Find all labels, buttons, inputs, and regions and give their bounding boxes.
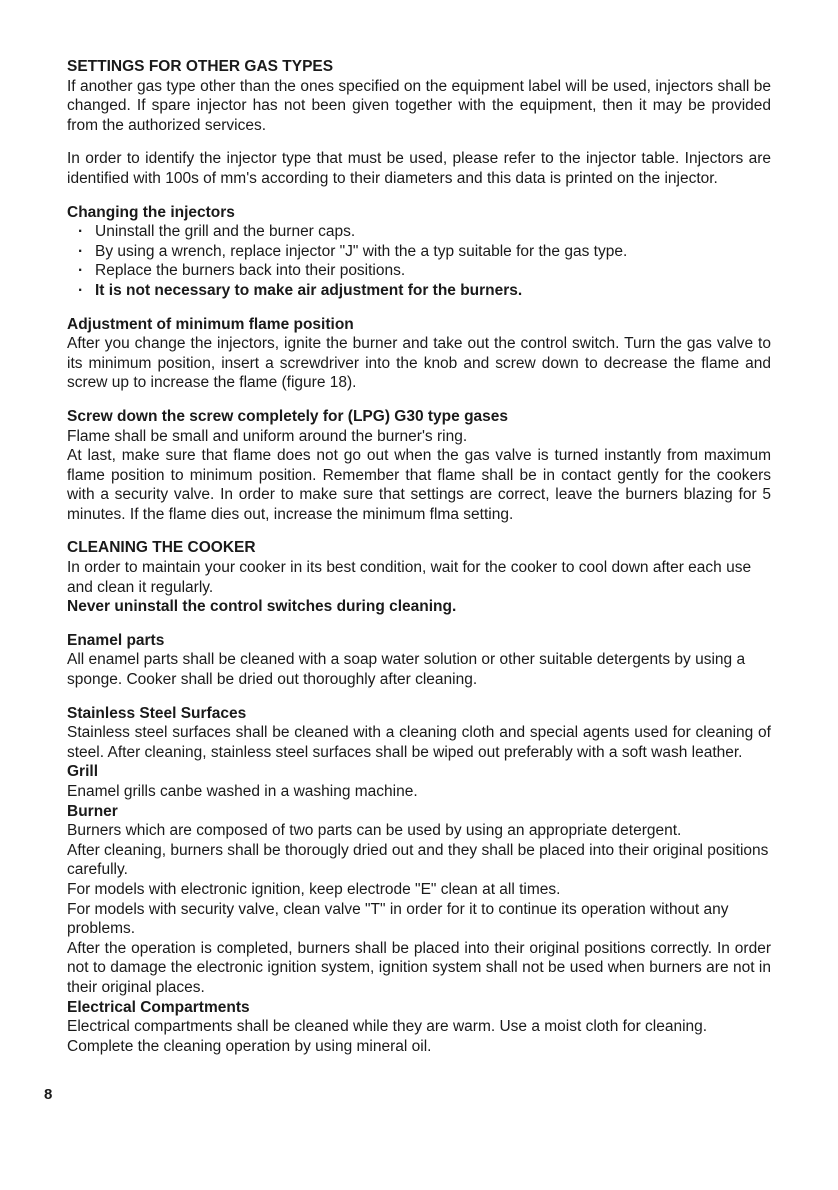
section-changing-injectors: [67, 203, 771, 301]
section-screw-down: [67, 407, 771, 525]
heading-min-flame: Adjustment of minimum flame position: [67, 315, 354, 333]
document-content: [67, 57, 771, 1056]
paragraph: Electrical compartments shall be cleaned while they are warm. Use a moist cloth for cleaning. Complete the cleaning operation by using mineral oil.: [67, 1018, 708, 1055]
page-number: 8: [44, 1086, 53, 1103]
list-item: · Uninstall the grill and the burner caps.: [67, 222, 771, 242]
paragraph: For models with security valve, clean valve "T" in order for it to continue its operation without any problems.: [67, 900, 729, 938]
heading-burner: Burner: [67, 802, 118, 820]
paragraph: In order to maintain your cooker in its best condition, wait for the cooker to cool down after each use and clean it regularly.: [67, 559, 752, 596]
paragraph: All enamel parts shall be cleaned with a soap water solution or other suitable detergents by using a sponge. Cooker shall be dried out thoroughly after cleaning.: [67, 651, 746, 689]
section-grill: [67, 762, 771, 801]
paragraph: For models with electronic ignition, keep electrode "E" clean at all times.: [67, 880, 561, 898]
paragraph: Enamel grills canbe washed in a washing machine.: [67, 783, 418, 800]
bullet-list: [67, 222, 771, 300]
section-burner: [67, 802, 771, 998]
paragraph: Never uninstall the control switches during cleaning.: [67, 598, 457, 616]
section-stainless: [67, 704, 771, 763]
heading-stainless: Stainless Steel Surfaces: [67, 704, 247, 722]
paragraph: After you change the injectors, ignite the burner and take out the control switch. Turn the gas valve to its minimum position, insert a screwdriver into the knob and screw down to decrease the flame and screw up to increase the flame (figure 18).: [67, 335, 771, 392]
paragraph: After cleaning, burners shall be thorougly dried out and they shall be placed into their original positions carefully.: [67, 841, 769, 879]
list-item: · It is not necessary to make air adjustment for the burners.: [67, 281, 771, 301]
section-electrical: [67, 998, 771, 1057]
paragraph: Stainless steel surfaces shall be cleaned with a cleaning cloth and special agents used for cleaning of steel. After cleaning, stainless steel surfaces shall be wiped out preferably with a soft wash leather.: [67, 724, 771, 761]
paragraph: If another gas type other than the ones specified on the equipment label will be used, injectors shall be changed. If spare injector has not been given together with the equipment, then it may be provided from the authorized services.: [67, 77, 771, 134]
paragraph: Flame shall be small and uniform around the burner's ring.: [67, 427, 468, 445]
list-item: · Replace the burners back into their positions.: [67, 261, 771, 281]
heading-screw-down: Screw down the screw completely for (LPG) G30 type gases: [67, 407, 509, 425]
section-enamel: [67, 631, 771, 690]
section-min-flame: [67, 315, 771, 393]
heading-electrical: Electrical Compartments: [67, 998, 250, 1016]
heading-enamel: Enamel parts: [67, 631, 165, 649]
heading-changing-injectors: Changing the injectors: [67, 203, 235, 221]
heading-cleaning: CLEANING THE COOKER: [67, 539, 256, 557]
heading-grill: Grill: [67, 763, 99, 781]
list-item: · By using a wrench, replace injector "J" with the a typ suitable for the gas type.: [67, 242, 771, 262]
heading-gas-types: SETTINGS FOR OTHER GAS TYPES: [67, 58, 334, 75]
paragraph: Burners which are composed of two parts can be used by using an appropriate detergent.: [67, 822, 682, 840]
section-cleaning: [67, 538, 771, 616]
section-gas-types: [67, 57, 771, 189]
paragraph: After the operation is completed, burners shall be placed into their original positions correctly. In order not to damage the electronic ignition system, ignition system shall not be used when burners are not in their original places.: [67, 939, 771, 996]
paragraph: In order to identify the injector type that must be used, please refer to the injector table. Injectors are identified with 100s of mm's according to their diameters and this data is printed on the injector.: [67, 150, 771, 187]
paragraph: At last, make sure that flame does not go out when the gas valve is turned instantly from maximum flame position to minimum position. Remember that flame shall be in contact gently for the cookers with a security valve. In order to make sure that settings are correct, leave the burners blazing for 5 minutes. If the flame dies out, increase the minimum flma setting.: [67, 447, 771, 523]
